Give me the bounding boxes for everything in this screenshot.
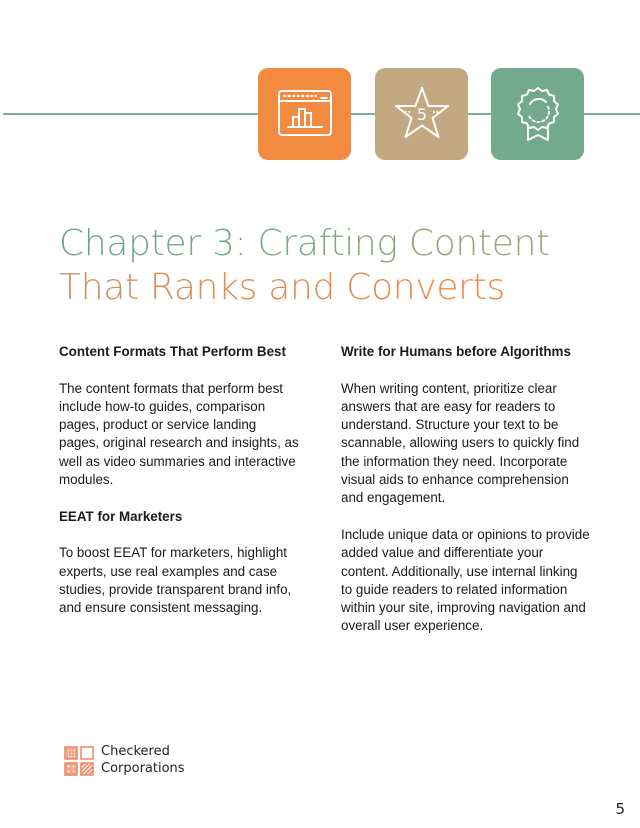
section-heading-content-formats: Content Formats That Perform Best xyxy=(59,344,286,359)
award-tile xyxy=(491,68,584,160)
page-number: 5 xyxy=(615,800,625,818)
chapter-title-line2: That Ranks and Converts xyxy=(59,267,505,308)
section-heading-write-for-humans: Write for Humans before Algorithms xyxy=(341,344,571,359)
company-name xyxy=(101,744,185,777)
rating-tile xyxy=(375,68,468,160)
section-body-paragraph1: When writing content, prioritize clear answers that are easy for readers to understand. Structure your text to be scannable, allowing users to quickly find the information they need. Incorporate visual aids to enhance comprehension and engagement. xyxy=(341,380,580,506)
svg-text:5: 5 xyxy=(416,105,427,124)
company-logo xyxy=(64,744,185,777)
chapter-title-line1: Chapter 3: Crafting Content xyxy=(59,223,550,264)
section-body-eeat: To boost EEAT for marketers, highlight experts, use real examples and case studies, provide transparent brand info, and ensure consistent messaging. xyxy=(59,545,292,616)
five-star-rating-icon xyxy=(393,85,451,143)
analytics-chart-icon xyxy=(276,85,334,143)
left-column xyxy=(59,343,299,636)
analytics-tile xyxy=(258,68,351,160)
chapter-title xyxy=(59,222,619,310)
section-heading-eeat: EEAT for Marketers xyxy=(59,508,183,524)
section-body-content-formats: The content formats that perform best include how-to guides, comparison pages, product or service landing pages, original research and insights, as well as video summaries and interactive modules. xyxy=(59,380,299,488)
company-name-line2: Corporations xyxy=(101,760,185,776)
company-name-line1: Checkered xyxy=(101,744,170,759)
section-body-paragraph2: Include unique data or opinions to provide added value and differentiate your content. Additionally, use internal linking to guide readers to related information within your site, improving navigation and overall user experience. xyxy=(341,526,590,634)
right-column xyxy=(341,343,591,654)
award-badge-icon xyxy=(509,85,567,143)
checkered-logo-icon xyxy=(64,746,94,776)
